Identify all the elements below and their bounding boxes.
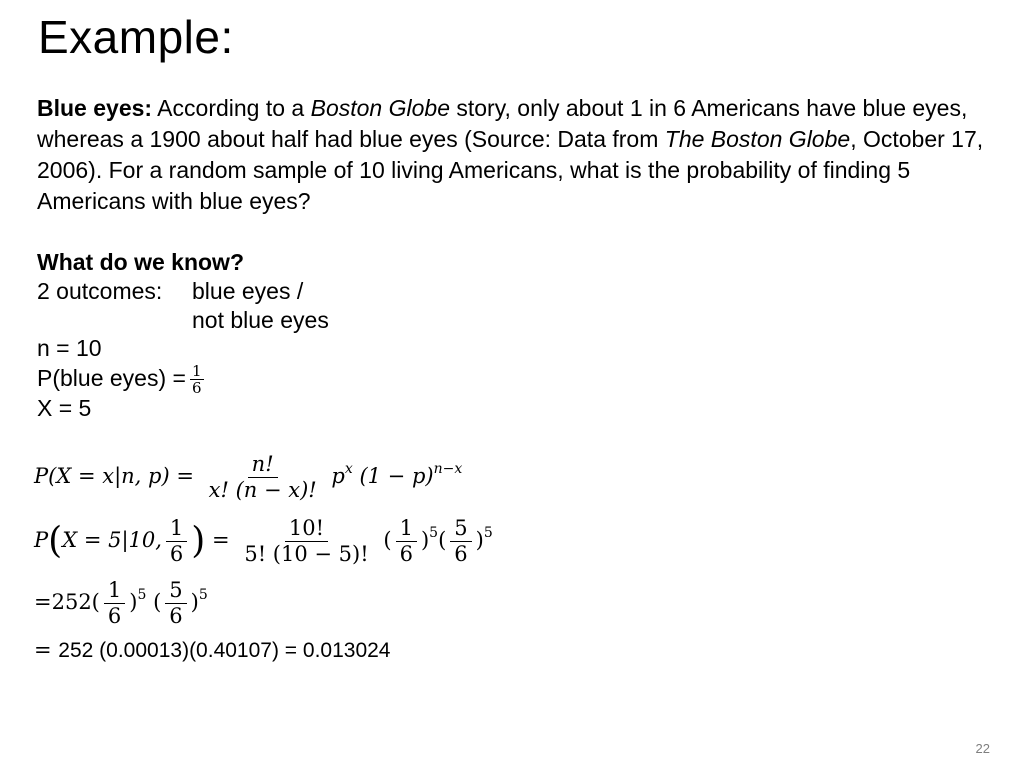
problem-lead: Blue eyes: <box>37 95 153 121</box>
p-label: P(blue eyes) = <box>37 365 186 391</box>
formula-fraction: $\frac{n!}{x! (n - x)!}$ <box>208 452 317 503</box>
sub-equals: = <box>212 528 230 553</box>
sub-inner: X = 5|10, <box>62 528 162 553</box>
problem-text-1: According to a <box>152 95 311 121</box>
step3-fraction-b: $\frac{5}{6}$ <box>165 578 186 629</box>
sub-fraction-1-6: $\frac{1}{6}$ <box>166 516 187 567</box>
outcome-2: not blue eyes <box>192 307 329 333</box>
outcomes-row-2 <box>37 306 329 335</box>
problem-statement <box>37 93 997 217</box>
binomial-formula: P(X = x|n, p) = $\frac{n!}{x! (n - x)!}$ $p^x$ $(1 - p)^{n-x}$ <box>34 452 463 503</box>
outcome-1: blue eyes / <box>192 278 304 304</box>
x-value: X = 5 <box>37 395 92 421</box>
step3-fraction-a: $\frac{1}{6}$ <box>104 578 125 629</box>
simplified-step: =252( $\frac{1}{6}$ )$^5$ ( $\frac{5}{6}$ )$^5$ <box>34 578 208 629</box>
sub-fraction-a: $\frac{1}{6}$ <box>396 516 417 567</box>
p-fraction: $\frac{1}{6}$ <box>191 362 202 398</box>
step3-prefix: =252( <box>34 590 100 615</box>
known-values <box>37 248 329 421</box>
formula-lhs: P(X = x|n, p) = <box>34 464 194 489</box>
outcomes-label: 2 outcomes: <box>37 278 163 304</box>
outcomes-row <box>37 277 329 306</box>
source-name-1: Boston Globe <box>310 95 450 121</box>
problem-text-3: , October 17, 2006). For a random sample of 10 living Americans, what is the probability of finding 5 Americans with blue eyes? <box>37 126 984 214</box>
sub-combination: $\frac{10!}{5! (10 - 5)!}$ <box>244 516 369 567</box>
result-line <box>34 638 390 663</box>
source-name-2: The Boston Globe <box>664 126 851 152</box>
result-text: 252 (0.00013)(0.40107) = 0.013024 <box>58 639 391 662</box>
problem-text-2: story, only about 1 in 6 Americans have blue eyes, whereas a 1900 about half had blue eyes (Source: Data from <box>37 95 968 152</box>
substituted-formula: P(X = 5|10, $\frac{1}{6}$ ) = $\frac{10!}{5! (10 - 5)!}$ ( $\frac{1}{6}$ )$^5$( $\frac{5}{6}$ )$^5$ <box>34 516 493 567</box>
formula-p: p <box>331 464 345 489</box>
sub-p: P <box>34 528 49 553</box>
result-equals: = <box>34 638 52 662</box>
formula-q: (1 − p) <box>359 464 434 489</box>
known-heading: What do we know? <box>37 249 244 275</box>
p-row <box>37 361 329 398</box>
slide-title: Example: <box>38 11 234 63</box>
page-number: 22 <box>975 741 990 756</box>
sub-fraction-b: $\frac{5}{6}$ <box>450 516 471 567</box>
n-value: n = 10 <box>37 335 102 361</box>
